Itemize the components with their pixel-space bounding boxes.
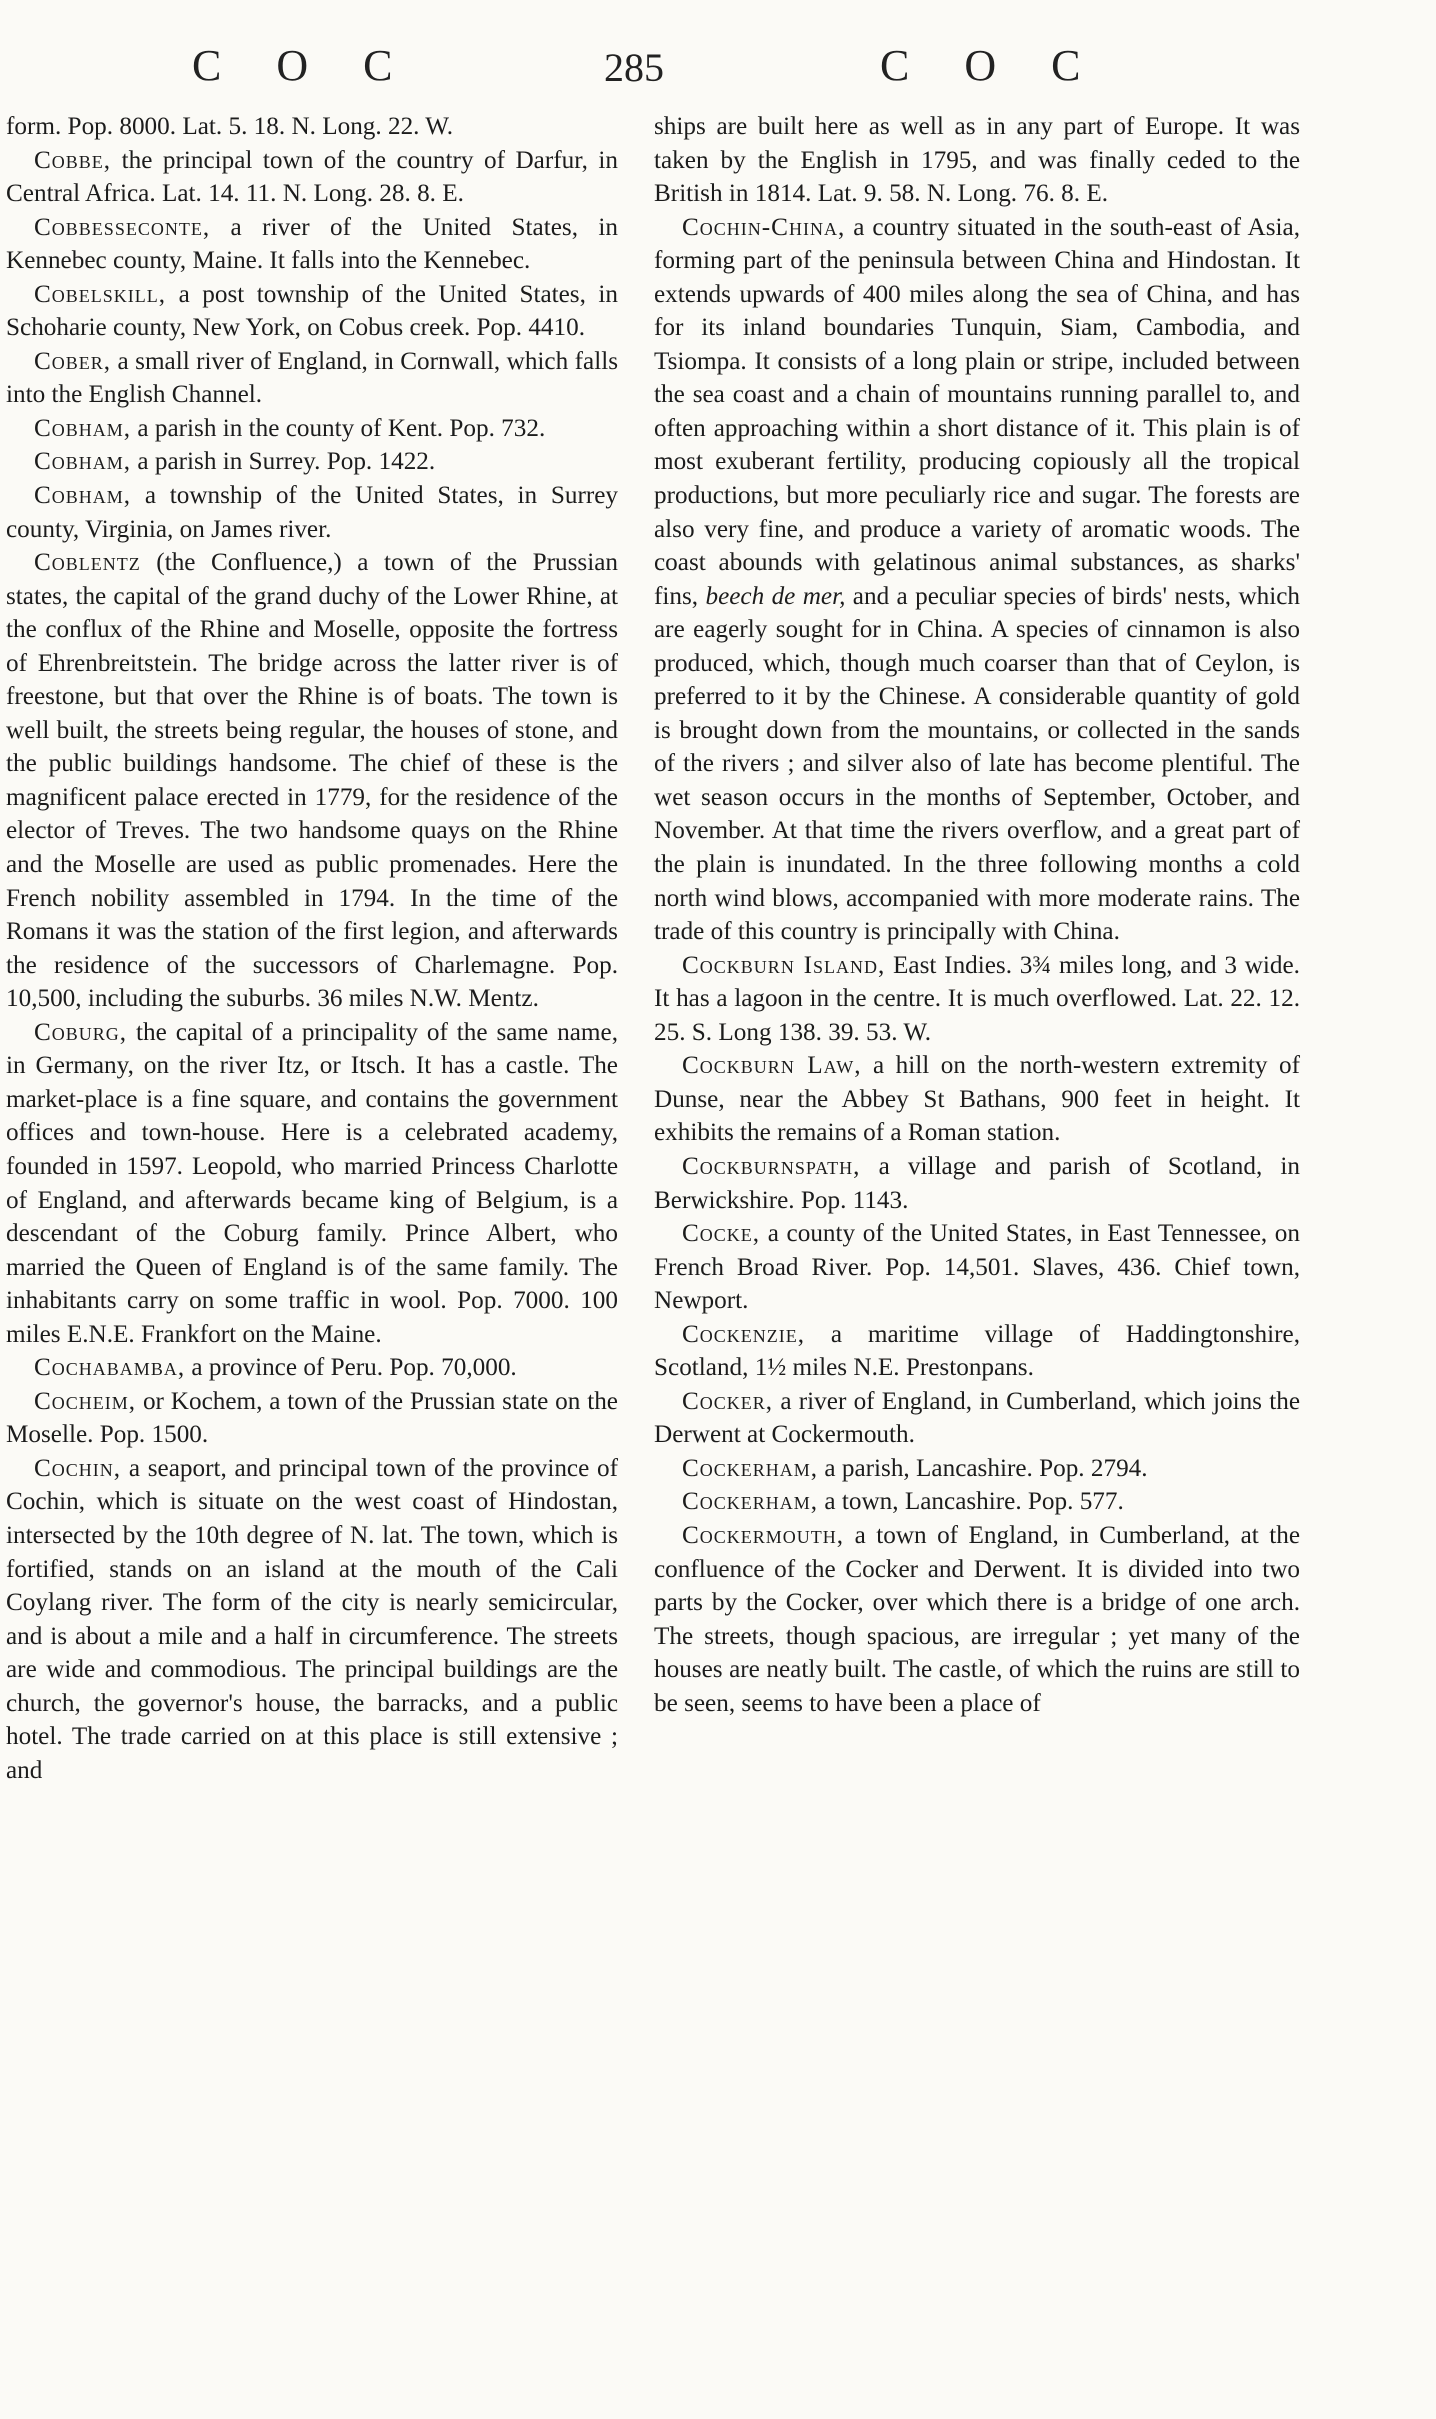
entry-cobbesseconte <box>6 211 618 278</box>
entry-headword: Cockerham, <box>682 1454 819 1482</box>
entry-text: a maritime village of Haddingtonshire, Scotland, 1½ miles N.E. Prestonpans. <box>654 1320 1300 1382</box>
entry-headword: Cobbe, <box>34 146 112 174</box>
entry-cockburn-island <box>654 949 1300 1050</box>
entry-text: a parish, Lancashire. Pop. 2794. <box>818 1454 1148 1482</box>
entry-text: the capital of a principality of the same name, in Germany, on the river Itz, or Itsch. It has a castle. The market-place is a fine square, and contains the government offices and town-house. Here is a celebrated academy, founded in 1597. Leopold, who married Princess Charlotte of England, and afterwards became king of Belgium, is a descendant of the Coburg family. Prince Albert, who married the Queen of England is of the same family. The inhabitants carry on some traffic in wool. Pop. 7000. 100 miles E.N.E. Frankfort on the Maine. <box>6 1018 618 1348</box>
entry-cocke <box>654 1217 1300 1318</box>
entry-text: a post township of the United States, in Schoharie county, New York, on Cobus creek. Pop. 4410. <box>6 280 618 342</box>
entry-cocker <box>654 1385 1300 1452</box>
entry-coblentz <box>6 546 618 1016</box>
entry-text: a seaport, and principal town of the province of Cochin, which is situate on the west coast of Hindostan, intersected by the 10th degree of N. lat. The town, which is fortified, stands on an island at the mouth of the Cali Coylang river. The form of the city is nearly semicircular, and is about a mile and a half in circumference. The streets are wide and commodious. The principal buildings are the church, the governor's house, the barracks, and a public hotel. The trade carried on at this place is still extensive ; and <box>6 1454 618 1784</box>
entry-headword: Cockburn Law, <box>682 1052 862 1080</box>
entry-headword: Cocke, <box>682 1220 761 1248</box>
header-right-guideword: C O C <box>880 41 1103 90</box>
page-number: 285 <box>604 45 664 90</box>
entry-cochabamba <box>6 1351 618 1385</box>
entry-cobbe <box>6 144 618 211</box>
left-column <box>6 110 618 1787</box>
entry-headword: Coburg, <box>34 1018 128 1046</box>
entry-coburg <box>6 1016 618 1351</box>
entry-headword: Cockburn Island, <box>682 951 886 979</box>
entry-text: a province of Peru. Pop. 70,000. <box>185 1354 517 1382</box>
entry-text: or Kochem, a town of the Prussian state on the Moselle. Pop. 1500. <box>6 1387 618 1449</box>
entry-text: a township of the United States, in Surrey county, Virginia, on James river. <box>6 482 618 543</box>
entry-headword: Cockenzie, <box>682 1320 806 1348</box>
entry-headword: Cobham, <box>34 448 132 476</box>
header-left-guideword: C O C <box>192 41 415 90</box>
entry-text: (the Confluence,) a town of the Prussian states, the capital of the grand duchy of the Lower Rhine, at the conflux of the Rhine and Moselle, opposite the fortress of Ehrenbreitstein. The bridge across the latter river is of freestone, but that over the Rhine is of boats. The town is well built, the streets being regular, the houses of stone, and the public buildings handsome. The chief of these is the magnificent palace erected in 1779, for the residence of the elector of Treves. The two handsome quays on the Rhine and the Moselle are used as public promenades. Here the French nobility assembled in 1794. In the time of the Romans it was the station of the first legion, and afterwards the residence of the successors of Charlemagne. Pop. 10,500, including the suburbs. 36 miles N.W. Mentz. <box>6 549 618 1013</box>
entry-text: a river of England, in Cumberland, which joins the Derwent at Cockermouth. <box>654 1387 1300 1449</box>
entry-headword: Coblentz <box>34 549 141 577</box>
entry-text: a county of the United States, in East Tennessee, on French Broad River. Pop. 14,501. Slaves, 436. Chief town, Newport. <box>654 1220 1300 1315</box>
entry-headword: Cochabamba, <box>34 1354 186 1382</box>
entry-headword: Cobelskill, <box>34 280 167 308</box>
entry-text: a country situated in the south-east of Asia, forming part of the peninsula between China and Hindostan. It extends upwards of 400 miles along the sea of China, and has for its inland boundaries Tunquin, Siam, Cambodia, and Tsiompa. It consists of a long plain or stripe, included between the sea coast and a chain of mountains running parallel to, and often approaching within a short distance of it. This plain is of most exuberant fertility, producing copiously all the tropical productions, but more peculiarly rice and sugar. The forests are also very fine, and produce a variety of aromatic woods. The coast abounds with gelatinous animal substances, as sharks' fins, <box>654 213 1300 610</box>
entry-headword: Cocker, <box>682 1387 774 1415</box>
entry-headword: Cober, <box>34 347 112 375</box>
entry-headword: Cochin-China, <box>682 213 846 241</box>
entry-text: a town, Lancashire. Pop. 577. <box>818 1488 1124 1516</box>
entry-cocheim <box>6 1385 618 1452</box>
entry-cobham-kent <box>6 412 618 446</box>
entry-cochin-china <box>654 211 1300 949</box>
entry-text: a village and parish of Scotland, in Berwickshire. Pop. 1143. <box>654 1152 1300 1214</box>
entry-text: form. Pop. 8000. Lat. 5. 18. N. Long. 22. W. <box>6 113 454 140</box>
entry-headword: Cockermouth, <box>682 1521 845 1549</box>
entry-text: a parish in Surrey. Pop. 1422. <box>131 448 436 476</box>
entry-text-tail: and a peculiar species of birds' nests, which are eagerly sought for in China. A species of cinnamon is also produced, which, though much coarser than that of Ceylon, is preferred to it by the Chinese. A considerable quantity of gold is brought down from the mountains, or collected in the sands of the rivers ; and silver also of late has become plentiful. The wet season occurs in the months of September, October, and November. At that time the rivers overflow, and a great part of the plain is inundated. In the three following months a cold north wind blows, accompanied with more moderate rains. The trade of this country is principally with China. <box>654 582 1301 946</box>
entry-cockerham-parish <box>654 1452 1300 1486</box>
entry-continuation <box>6 110 618 144</box>
entry-cobham-virginia <box>6 479 618 546</box>
entry-cobelskill <box>6 278 618 345</box>
entry-text: the principal town of the country of Darfur, in Central Africa. Lat. 14. 11. N. Long. 28. 8. E. <box>6 146 618 208</box>
right-column <box>654 110 1300 1720</box>
entry-headword: Cochin, <box>34 1454 122 1482</box>
entry-cockenzie <box>654 1318 1300 1385</box>
entry-text: a town of England, in Cumberland, at the confluence of the Cocker and Derwent. It is divided into two parts by the Cocker, over which there is a bridge of one arch. The streets, though spacious, are irregular ; yet many of the houses are neatly built. The castle, of which the ruins are still to be seen, seems to have been a place of <box>654 1521 1300 1717</box>
entry-text: a hill on the north-western extremity of Dunse, near the Abbey St Bathans, 900 feet in height. It exhibits the remains of a Roman station. <box>654 1052 1300 1147</box>
entry-cober <box>6 345 618 412</box>
entry-cochin <box>6 1452 618 1787</box>
entry-text: a parish in the county of Kent. Pop. 732. <box>131 414 546 442</box>
entry-text: a river of the United States, in Kennebec county, Maine. It falls into the Kennebec. <box>6 213 618 275</box>
entry-cobham-surrey <box>6 445 618 479</box>
entry-headword: Cocheim, <box>34 1387 137 1415</box>
entry-cockburn-law <box>654 1049 1300 1150</box>
running-header <box>0 40 1436 100</box>
entry-text: ships are built here as well as in any part of Europe. It was taken by the English in 1795, and was finally ceded to the British in 1814. Lat. 9. 58. N. Long. 76. 8. E. <box>654 113 1300 208</box>
entry-headword: Cobham, <box>34 414 132 442</box>
entry-cockerham-town <box>654 1485 1300 1519</box>
entry-headword: Cobbesseconte, <box>34 213 211 241</box>
entry-headword: Cockerham, <box>682 1488 819 1516</box>
entry-headword: Cobham, <box>34 482 132 510</box>
entry-text: East Indies. 3¾ miles long, and 3 wide. It has a lagoon in the centre. It is much overflowed. Lat. 22. 12. 25. S. Long 138. 39. 53. W. <box>654 951 1300 1046</box>
entry-headword: Cockburnspath, <box>682 1152 861 1180</box>
entry-text: a small river of England, in Cornwall, which falls into the English Channel. <box>6 347 618 409</box>
entry-cockermouth <box>654 1519 1300 1720</box>
entry-italic-term: beech de mer, <box>705 582 846 610</box>
entry-cockburnspath <box>654 1150 1300 1217</box>
entry-continuation <box>654 110 1300 211</box>
